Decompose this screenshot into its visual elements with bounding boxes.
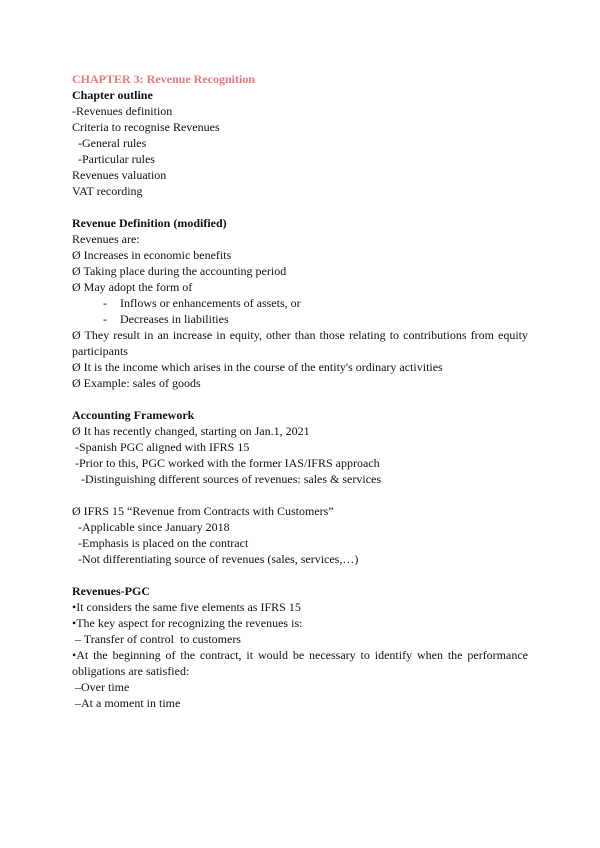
- definition-intro: Revenues are:: [72, 232, 140, 246]
- pgc-line: •The key aspect for recognizing the revenues is:: [72, 616, 303, 630]
- timing-line: –Over time: [72, 680, 130, 694]
- pgc-line: •It considers the same five elements as IFRS 15: [72, 600, 301, 614]
- form-text: Decreases in liabilities: [120, 312, 229, 326]
- outline-item: -General rules: [72, 136, 147, 150]
- pgc-heading: Revenues-PGC: [72, 584, 150, 598]
- spacer: [72, 567, 528, 583]
- outline-item: Criteria to recognise Revenues: [72, 120, 220, 134]
- ifrs-line: -Applicable since January 2018: [72, 520, 230, 534]
- ifrs-line: -Not differentiating source of revenues (sales, services,…): [72, 552, 359, 566]
- definition-heading: Revenue Definition (modified): [72, 216, 227, 230]
- outline-heading: Chapter outline: [72, 88, 153, 102]
- dash-bullet: -: [103, 296, 107, 310]
- framework-line: Ø It has recently changed, starting on Jan.1, 2021: [72, 424, 310, 438]
- outline-item: Revenues valuation: [72, 168, 167, 182]
- spacer: [72, 391, 528, 407]
- ifrs-line: Ø IFRS 15 “Revenue from Contracts with Customers”: [72, 504, 334, 518]
- framework-line: -Prior to this, PGC worked with the former IAS/IFRS approach: [72, 456, 380, 470]
- outline-item: VAT recording: [72, 184, 143, 198]
- spacer: [72, 487, 528, 503]
- dash-bullet: -: [103, 312, 107, 326]
- outline-item: -Revenues definition: [72, 104, 173, 118]
- outline-item: -Particular rules: [72, 152, 155, 166]
- framework-line: -Distinguishing different sources of revenues: sales & services: [72, 472, 382, 486]
- definition-point: Ø Example: sales of goods: [72, 376, 201, 390]
- form-text: Inflows or enhancements of assets, or: [120, 296, 301, 310]
- pgc-line: – Transfer of control to customers: [72, 632, 241, 646]
- definition-point: Ø Taking place during the accounting period: [72, 264, 287, 278]
- pgc-beginning: •At the beginning of the contract, it would be necessary to identify when the performance obligations are satisfied:: [72, 648, 528, 678]
- framework-heading: Accounting Framework: [72, 408, 195, 422]
- definition-point: Ø May adopt the form of: [72, 280, 193, 294]
- definition-point: Ø Increases in economic benefits: [72, 248, 232, 262]
- form-item: [72, 311, 528, 327]
- spacer: [72, 199, 528, 215]
- equity-point: Ø They result in an increase in equity, other than those relating to contributions from equity participants: [72, 328, 528, 358]
- definition-point: Ø It is the income which arises in the course of the entity's ordinary activities: [72, 360, 443, 374]
- timing-line: –At a moment in time: [72, 696, 181, 710]
- framework-line: -Spanish PGC aligned with IFRS 15: [72, 440, 250, 454]
- document-page: [72, 71, 528, 711]
- ifrs-line: -Emphasis is placed on the contract: [72, 536, 249, 550]
- form-item: [72, 295, 528, 311]
- chapter-title: CHAPTER 3: Revenue Recognition: [72, 72, 255, 86]
